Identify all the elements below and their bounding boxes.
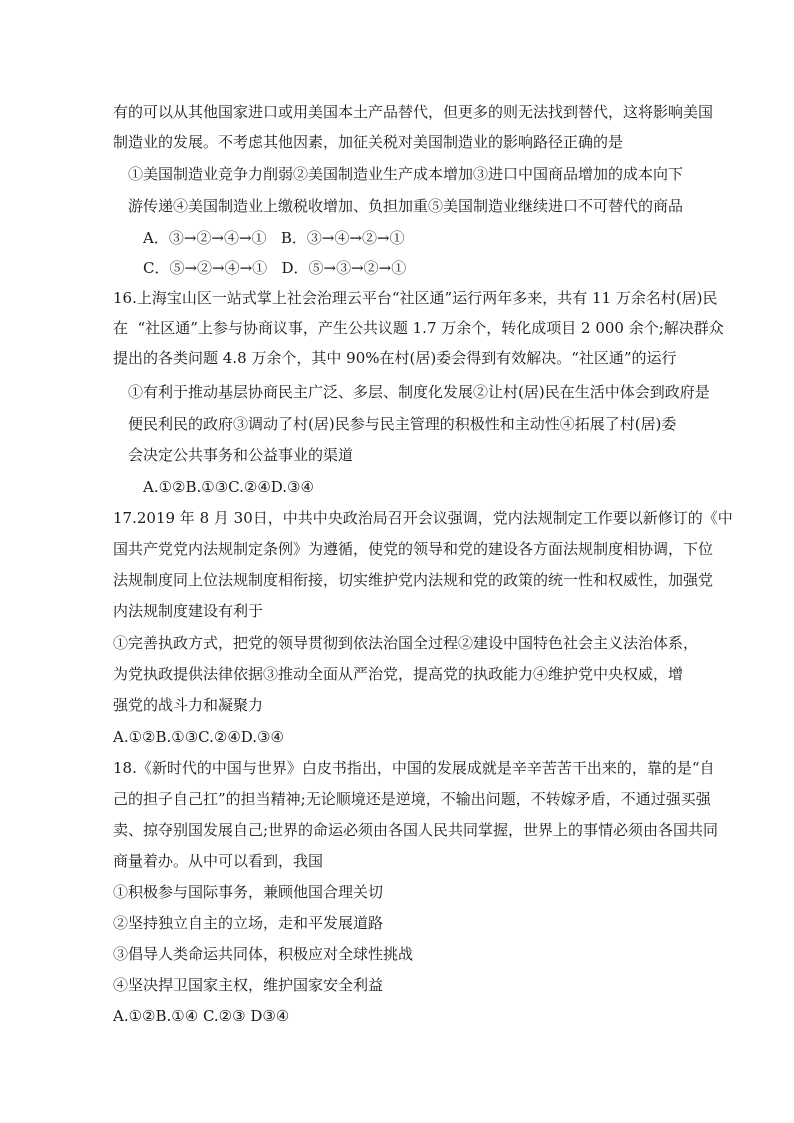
q18-stem-line: 己的担子自己扛”的担当精神;无论顺境还是逆境，不输出问题，不转嫁矛盾，不通过强买强	[113, 790, 711, 808]
q15-statement-line: ①美国制造业竞争力削弱②美国制造业生产成本增加③进口中国商品增加的成本向下	[128, 165, 684, 183]
q15-stem-line: 有的可以从其他国家进口或用美国本土产品替代，但更多的则无法找到替代，这将影响美国	[113, 103, 714, 121]
q15-options-line: C．⑤→②→④→① D．⑤→③→②→①	[143, 259, 407, 277]
q16-statement-line: ①有利于推动基层协商民主广泛、多层、制度化发展②让村(居)民在生活中体会到政府是	[128, 383, 710, 401]
q16-stem-line: 提出的各类问题 4.8 万余个，其中 90%在村(居)委会得到有效解决。“社区通”的运行	[113, 349, 677, 367]
q16-stem-line: 16.上海宝山区一站式掌上社会治理云平台“社区通”运行两年多来，共有 11 万余名村(居)民	[113, 289, 718, 307]
q16-options-line: A.①②B.①③C.②④D.③④	[143, 478, 314, 496]
q17-statement-line: 为党执政提供法律依据③推动全面从严治党，提高党的执政能力④维护党中央权威，增	[113, 665, 684, 683]
q17-stem-line: 国共产党党内法规制定条例》为遵循，使党的领导和党的建设各方面法规制度相协调，下位	[113, 540, 714, 558]
q18-statement-line: ③倡导人类命运共同体，积极应对全球性挑战	[113, 945, 414, 963]
q16-statement-line: 便民利民的政府③调动了村(居)民参与民主管理的积极性和主动性④拓展了村(居)委	[128, 415, 677, 433]
q18-options-line: A.①②B.①④ C.②③ D③④	[113, 1007, 290, 1025]
q16-stem-line: 在 “社区通”上参与协商议事，产生公共议题 1.7 万余个，转化成项目 2 000 余个;解决群众	[113, 319, 724, 337]
q17-stem-line: 内法规制度建设有利于	[113, 602, 264, 620]
q17-stem-line: 17.2019 年 8 月 30日，中共中央政治局召开会议强调，党内法规制定工作要以新修订的《中	[113, 509, 733, 527]
q17-options-line: A.①②B.①③C.②④D.③④	[113, 728, 284, 746]
q17-stem-line: 法规制度同上位法规制度相衔接，切实维护党内法规和党的政策的统一性和权威性，加强党	[113, 571, 714, 589]
q18-stem-line: 18.《新时代的中国与世界》白皮书指出，中国的发展成就是辛辛苦苦干出来的，靠的是“自	[113, 759, 715, 777]
q18-stem-line: 商量着办。从中可以看到，我国	[113, 852, 324, 870]
q15-stem-line: 制造业的发展。不考虑其他因素，加征关税对美国制造业的影响路径正确的是	[113, 133, 624, 151]
q18-stem-line: 卖、掠夺别国发展自己;世界的命运必须由各国人民共同掌握，世界上的事情必须由各国共同	[113, 821, 719, 839]
q18-statement-line: ①积极参与国际事务，兼顾他国合理关切	[113, 883, 384, 901]
q16-statement-line: 会决定公共事务和公益事业的渠道	[128, 446, 354, 464]
q17-statement-line: ①完善执政方式，把党的领导贯彻到依法治国全过程②建设中国特色社会主义法治体系，	[113, 634, 699, 652]
q18-statement-line: ②坚持独立自主的立场，走和平发展道路	[113, 914, 384, 932]
q15-options-line: A．③→②→④→① B．③→④→②→①	[143, 229, 405, 247]
q17-statement-line: 强党的战斗力和凝聚力	[113, 696, 264, 714]
q15-statement-line: 游传递④美国制造业上缴税收增加、负担加重⑤美国制造业继续进口不可替代的商品	[128, 197, 684, 215]
q18-statement-line: ④坚决捍卫国家主权，维护国家安全利益	[113, 976, 384, 994]
